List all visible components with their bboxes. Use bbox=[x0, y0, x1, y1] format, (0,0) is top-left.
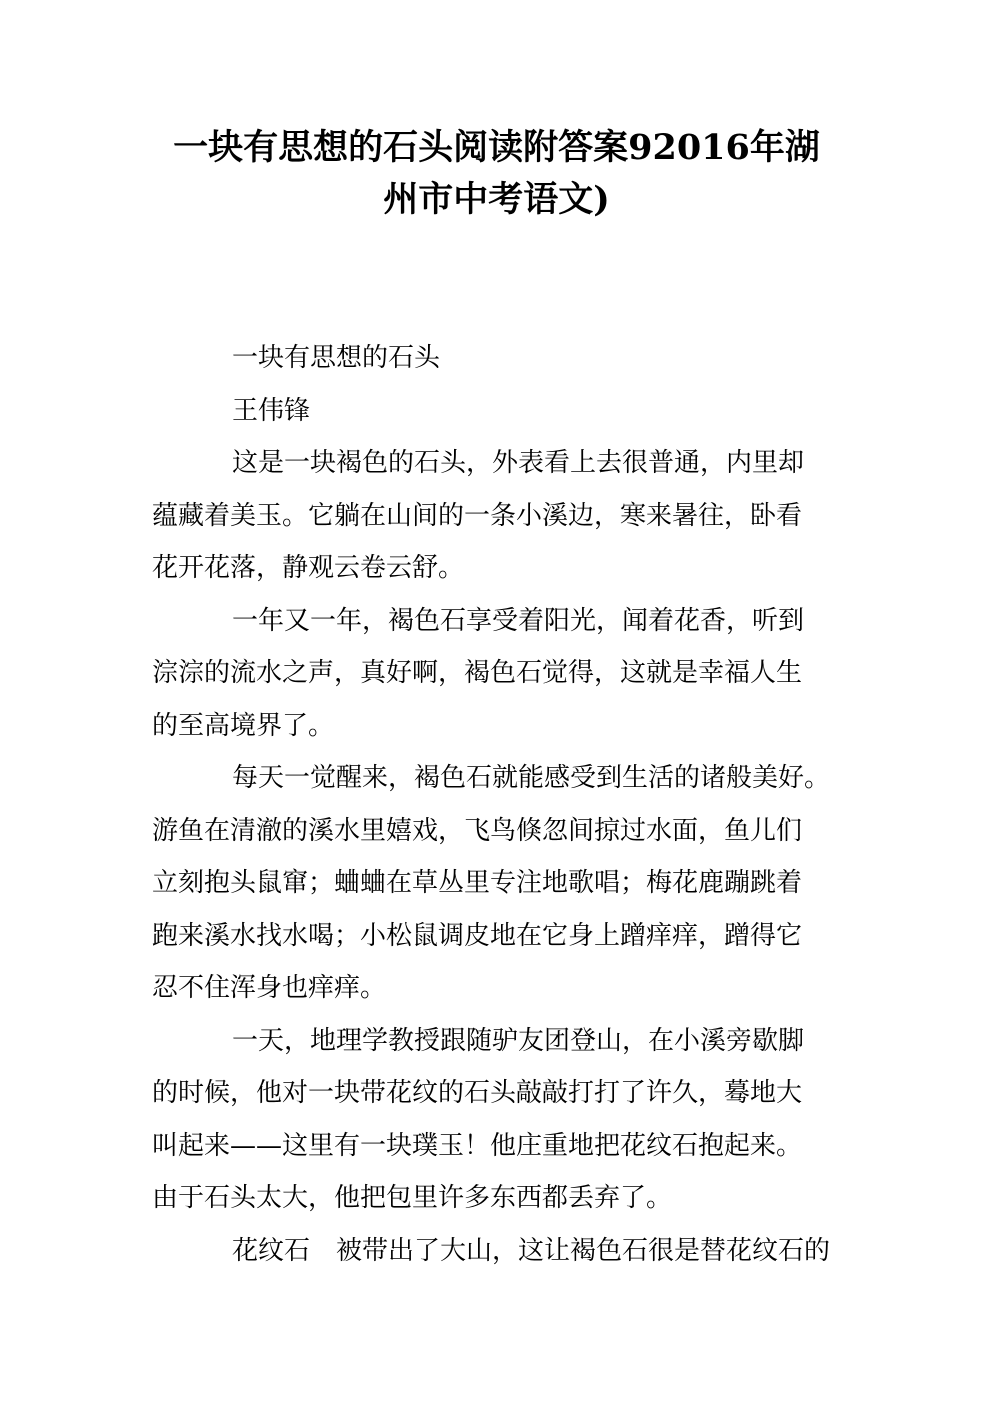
paragraph-line: 淙淙的流水之声，真好啊，褐色石觉得，这就是幸福人生 bbox=[152, 658, 803, 688]
document-body bbox=[152, 332, 852, 1277]
paragraph-line: 花纹石 被带出了大山，这让褐色石很是替花纹石的 bbox=[232, 1235, 831, 1266]
paragraph-line: 游鱼在清澈的溪水里嬉戏，飞鸟倏忽间掠过水面，鱼儿们 bbox=[152, 815, 803, 846]
paragraph-line: 蕴藏着美玉。它躺在山间的一条小溪边，寒来暑往，卧看 bbox=[152, 500, 803, 531]
paragraph-line: 的至高境界了。 bbox=[152, 710, 335, 741]
paragraph-line: 花开花落，静观云卷云舒。 bbox=[152, 553, 465, 583]
document-title-line-1: 一块有思想的石头阅读附答案92016年湖 bbox=[173, 127, 820, 168]
article-author: 王伟锋 bbox=[232, 395, 311, 426]
article-heading: 一块有思想的石头 bbox=[232, 343, 441, 373]
paragraph-line: 叫起来——这里有一块璞玉！他庄重地把花纹石抱起来。 bbox=[152, 1130, 803, 1161]
paragraph-line: 的时候，他对一块带花纹的石头敲敲打打了许久，蓦地大 bbox=[152, 1078, 803, 1108]
paragraph-line: 一天，地理学教授跟随驴友团登山，在小溪旁歇脚 bbox=[232, 1025, 805, 1056]
paragraph-line: 忍不住浑身也痒痒。 bbox=[152, 973, 387, 1003]
document-title-line-2: 州市中考语文) bbox=[383, 179, 610, 220]
paragraph-line: 一年又一年，褐色石享受着阳光，闻着花香，听到 bbox=[232, 605, 805, 636]
paragraph-line: 每天一觉醒来，褐色石就能感受到生活的诸般美好。 bbox=[232, 763, 831, 793]
paragraph-line: 这是一块褐色的石头，外表看上去很普通，内里却 bbox=[232, 448, 805, 478]
paragraph-line: 跑来溪水找水喝；小松鼠调皮地在它身上蹭痒痒，蹭得它 bbox=[152, 920, 803, 951]
paragraph-line: 由于石头太大，他把包里许多东西都丢弃了。 bbox=[152, 1183, 673, 1213]
paragraph-line: 立刻抱头鼠窜；蛐蛐在草丛里专注地歌唱；梅花鹿蹦跳着 bbox=[152, 868, 803, 898]
